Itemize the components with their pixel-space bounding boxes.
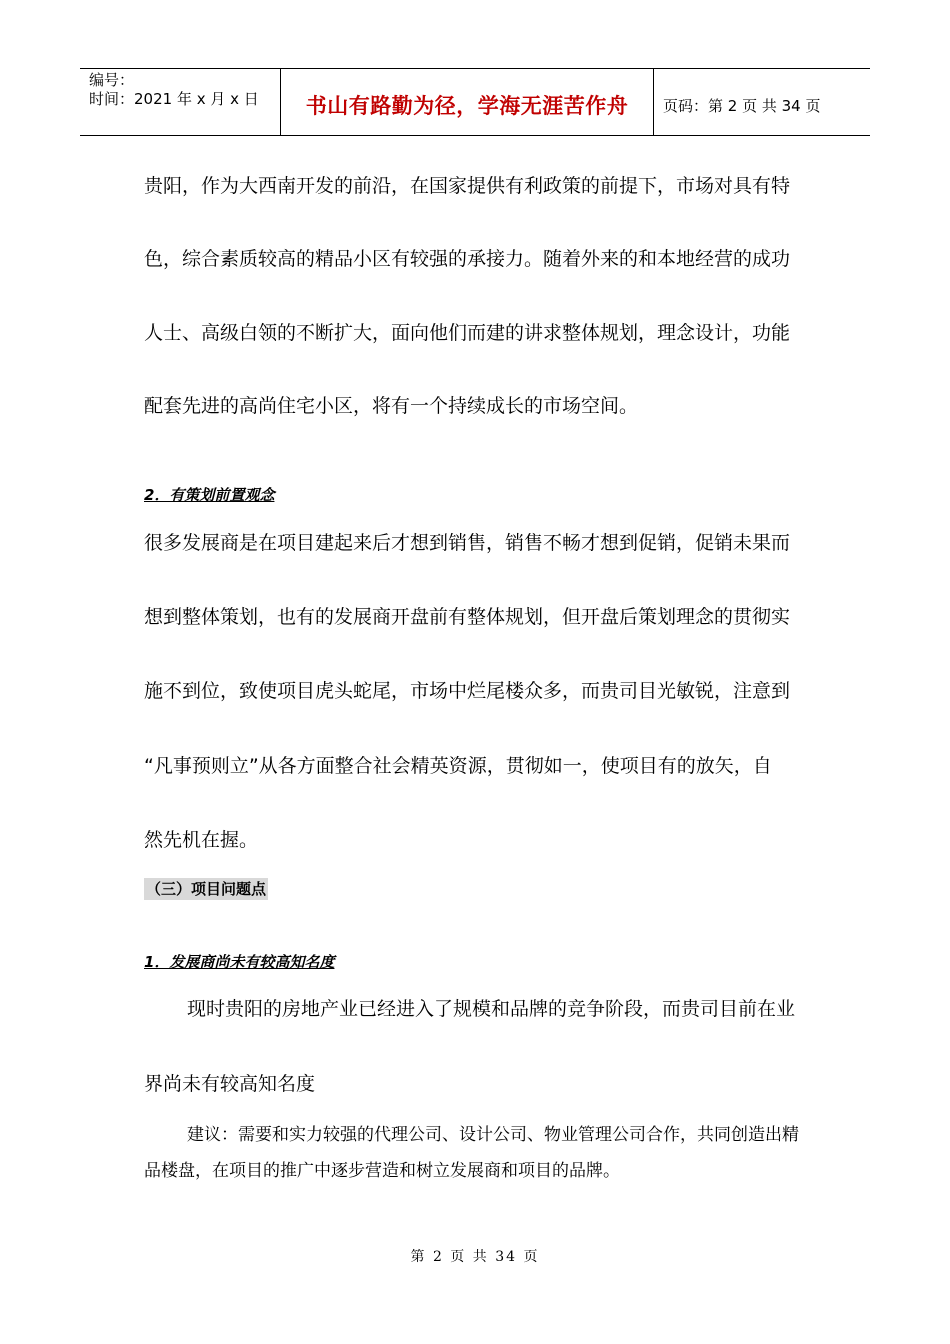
time-label: 时间：2021 年 x 月 x 日	[89, 90, 259, 108]
para3-line: 现时贵阳的房地产业已经进入了规模和品牌的竞争阶段，而贵司目前在业	[187, 998, 796, 1020]
suggestion-line: 品楼盘，在项目的推广中逐步营造和树立发展商和项目的品牌。	[144, 1161, 620, 1181]
header-motto: 书山有路勤为径，学海无涯苦作舟	[305, 94, 629, 118]
para2-line: “凡事预则立”从各方面整合社会精英资源，贯彻如一，使项目有的放矢，自	[144, 755, 772, 777]
para3-line: 界尚未有较高知名度	[144, 1073, 316, 1095]
section-title-problems: （三）项目问题点	[146, 880, 267, 898]
subheading-planning: 2．有策划前置观念	[144, 486, 275, 504]
header-meta	[80, 69, 281, 135]
para1-line: 人士、高级白领的不断扩大，面向他们而建的讲求整体规划，理念设计，功能	[144, 322, 791, 344]
serial-label: 编号：	[89, 71, 135, 89]
para2-line: 施不到位，致使项目虎头蛇尾，市场中烂尾楼众多，而贵司目光敏锐，注意到	[144, 680, 791, 702]
para2-line: 想到整体策划，也有的发展商开盘前有整体规划，但开盘后策划理念的贯彻实	[144, 606, 791, 628]
para1-line: 配套先进的高尚住宅小区，将有一个持续成长的市场空间。	[144, 395, 639, 417]
para1-line: 色，综合素质较高的精品小区有较强的承接力。随着外来的和本地经营的成功	[144, 248, 791, 270]
para2-line: 很多发展商是在项目建起来后才想到销售，销售不畅才想到促销，促销未果而	[144, 532, 791, 554]
header-page-info-cell	[654, 69, 870, 135]
page-header	[80, 68, 870, 136]
header-motto-cell	[281, 69, 654, 135]
header-page-info: 页码：第 2 页 共 34 页	[663, 96, 821, 115]
page-footer: 第 2 页 共 34 页	[410, 1249, 540, 1265]
subheading-reputation: 1．发展商尚未有较高知名度	[144, 953, 335, 971]
para2-line: 然先机在握。	[144, 829, 259, 851]
suggestion-line: 建议：需要和实力较强的代理公司、设计公司、物业管理公司合作，共同创造出精	[187, 1125, 799, 1145]
para1-line: 贵阳，作为大西南开发的前沿，在国家提供有利政策的前提下，市场对具有特	[144, 175, 791, 197]
